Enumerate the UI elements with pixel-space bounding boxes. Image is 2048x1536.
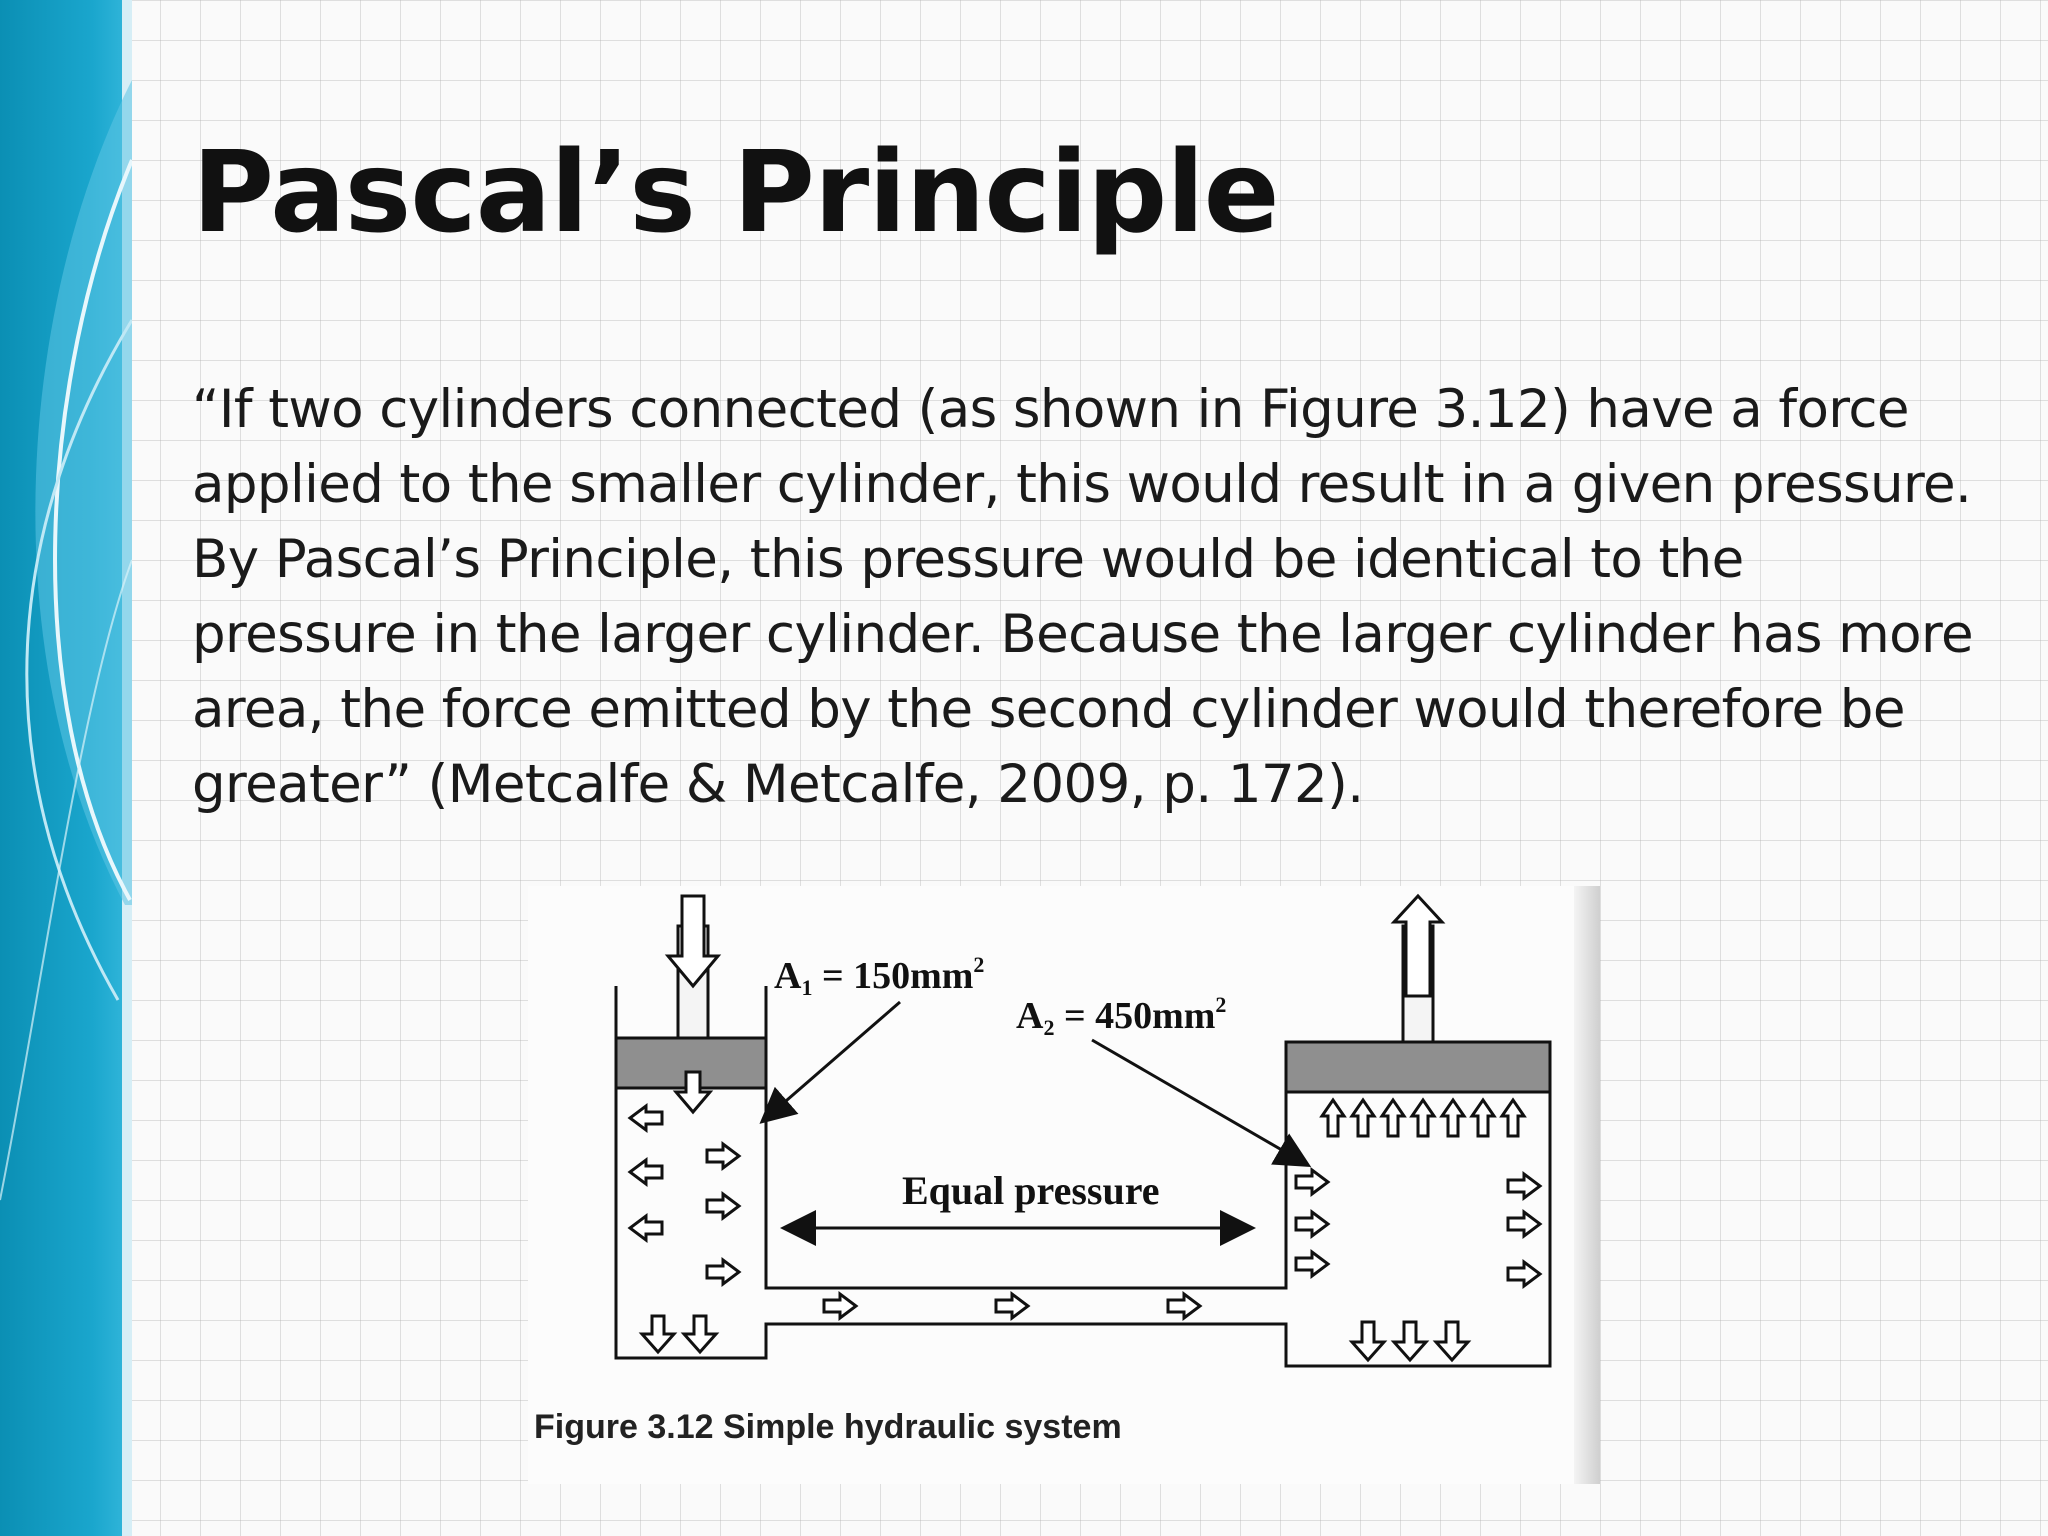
hydraulic-diagram	[528, 886, 1600, 1484]
a2-label: $A2 = 450mm^2$	[1016, 992, 1227, 1040]
a2-pointer	[1092, 1040, 1306, 1164]
force-out-icon	[1394, 896, 1442, 996]
right-cylinder-arrows	[1296, 1170, 1540, 1360]
hydraulic-figure	[528, 886, 1600, 1484]
sidebar-decoration	[0, 0, 132, 1536]
left-cylinder-arrows	[630, 1106, 739, 1352]
upward-pressure-arrows	[1322, 1100, 1524, 1136]
equal-pressure-label: Equal pressure	[902, 1168, 1160, 1213]
figure-caption: Figure 3.12 Simple hydraulic system	[534, 1408, 1122, 1446]
quote-text: “If two cylinders connected (as shown in Figure 3.12) have a force applied to the smaller cylinder, this would result in a given pressure. By Pascal’s Principle, this pressure would be identical to the pressure in the larger cylinder. Because the larger cylinder has more area, the force emitted by the second cylinder would therefore be greater” (Metcalfe & Metcalfe, 2009, p. 172).	[192, 379, 1973, 815]
force-in-icon	[668, 896, 718, 986]
sidebar-waves-graphic	[0, 0, 132, 1536]
large-piston	[1286, 1042, 1550, 1092]
slide-title: Pascal’s Principle	[192, 128, 1279, 258]
a1-pointer	[764, 1002, 900, 1120]
a1-label: $A1 = 150mm^2$	[774, 952, 985, 1000]
pipe-flow-arrows	[824, 1294, 1200, 1318]
